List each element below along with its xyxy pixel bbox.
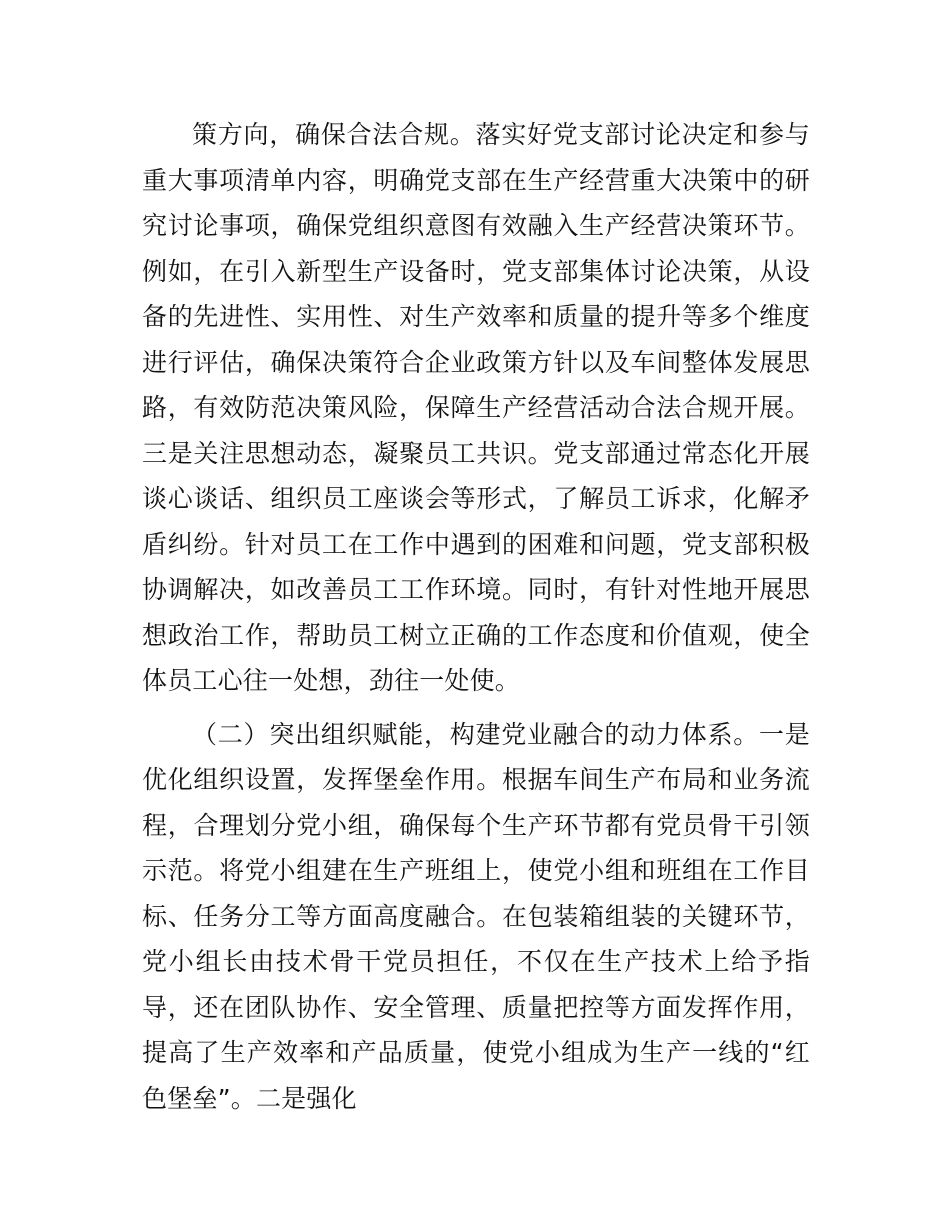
paragraph-policy-direction: 策方向，确保合法合规。落实好党支部讨论决定和参与重大事项清单内容，明确党支部在生产经营重大决策中的研究讨论事项，确保党组织意图有效融入生产经营决策环节。例如，在引入新型生产设备时，党支部集体讨论决策，从设备的先进性、实用性、对生产效率和质量的提升等多个维度进行评估，确保决策符合企业政策方针以及车间整体发展思路，有效防范决策风险，保障生产经营活动合法合规开展。三是关注思想动态，凝聚员工共识。党支部通过常态化开展谈心谈话、组织员工座谈会等形式，了解员工诉求，化解矛盾纠纷。针对员工在工作中遇到的困难和问题，党支部积极协调解决，如改善员工工作环境。同时，有针对性地开展思想政治工作，帮助员工树立正确的工作态度和价值观，使全体员工心往一处想，劲往一处使。: [142, 120, 810, 695]
paragraph-organization-empowerment: （二）突出组织赋能，构建党业融合的动力体系。一是优化组织设置，发挥堡垒作用。根据车间生产布局和业务流程，合理划分党小组，确保每个生产环节都有党员骨干引领示范。将党小组建在生产班组上，使党小组和班组在工作目标、任务分工等方面高度融合。在包装箱组装的关键环节，党小组长由技术骨干党员担任，不仅在生产技术上给予指导，还在团队协作、安全管理、质量把控等方面发挥作用，提高了生产效率和产品质量，使党小组成为生产一线的“红色堡垒”。二是强化: [142, 719, 810, 1113]
document-body: [142, 112, 810, 1121]
